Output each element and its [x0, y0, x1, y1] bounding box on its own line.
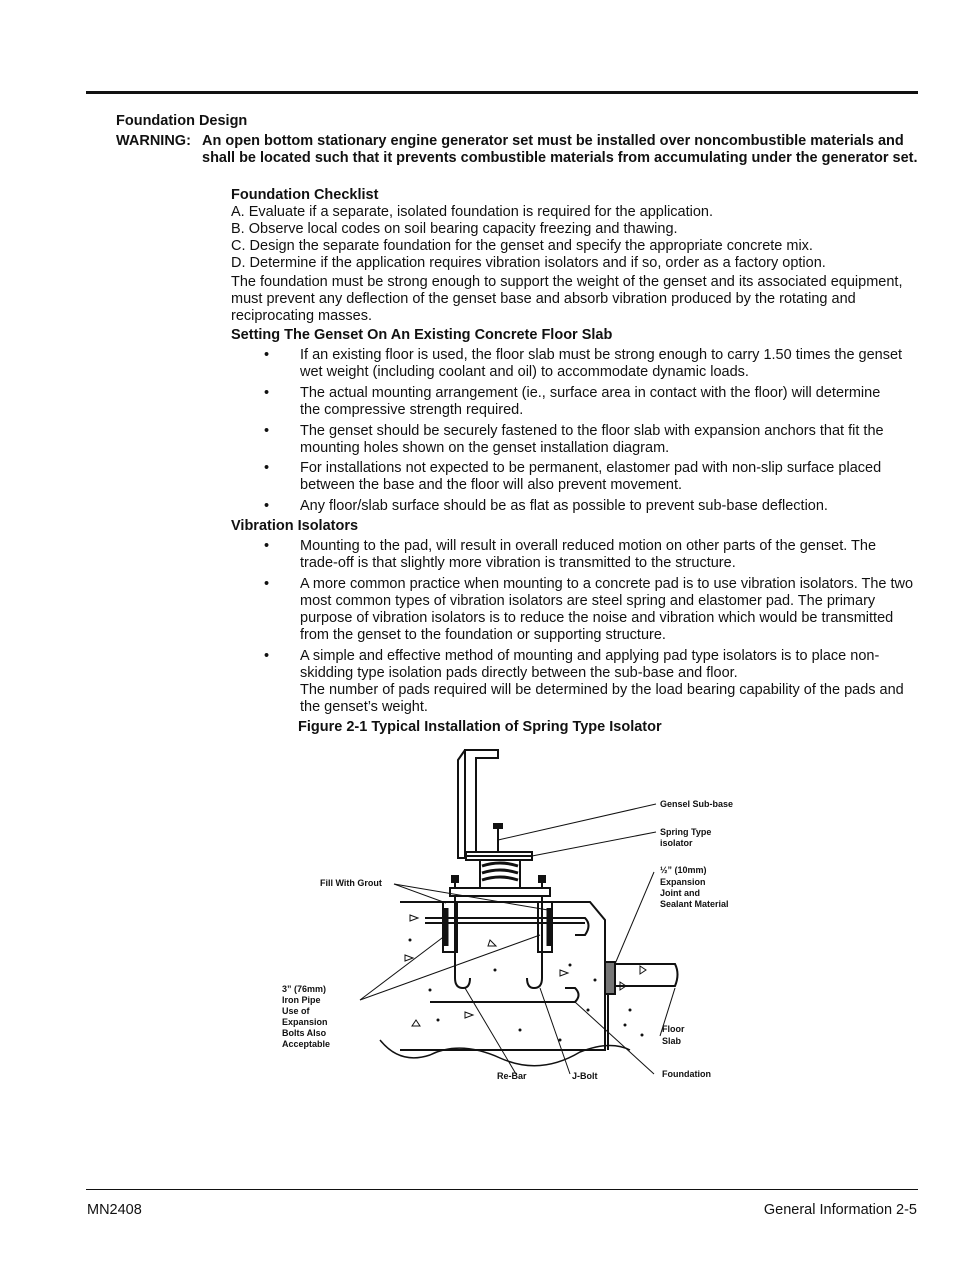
- footer-rule: [86, 1189, 918, 1190]
- label-expansion-size: ½” (10mm): [660, 865, 707, 875]
- footer-page-label: General Information 2-5: [763, 1202, 917, 1218]
- setting-bullet: If an existing floor is used, the floor slab must be strong enough to carry 1.50 times the genset wet weight (including coolant and oil) to accommodate dynamic loads.: [300, 347, 903, 380]
- ground-line: [380, 1040, 630, 1066]
- setting-bullet: For installations not expected to be permanent, elastomer pad with non-slip surface placed between the base and the floor will also prevent movement.: [300, 460, 882, 493]
- section-title: Foundation Design: [116, 113, 248, 129]
- label-sealant: Sealant Material: [660, 899, 729, 909]
- vibration-title: Vibration Isolators: [231, 518, 359, 534]
- vibration-bullet: A simple and effective method of mounting and applying pad type isolators is to place non-skidding type isolation pads directly between the sub-base and floor.: [300, 648, 880, 681]
- checklist-paragraph: The foundation must be strong enough to support the weight of the genset and its associated equipment, must prevent any deflection of the genset base and absorb vibration produced by the rotating and reciprocating masses.: [231, 274, 903, 324]
- setting-bullet: Any floor/slab surface should be as flat as possible to prevent sub-base deflection.: [300, 498, 828, 514]
- vibration-bullet: A more common practice when mounting to a concrete pad is to use vibration isolators. The two most common types of vibration isolators are steel spring and elastomer pad. The primary purpose of vibration isolators is to reduce the noise and vibration which would be transmitted from the genset to the foundation or supporting structure.: [300, 576, 914, 643]
- bullet-glyph: •: [264, 648, 270, 664]
- label-pipe-size: 3” (76mm): [282, 984, 327, 994]
- sub-base-channel: [458, 750, 498, 858]
- label-expansion-bolts: Expansion: [282, 1017, 328, 1027]
- bullet-glyph: •: [264, 460, 270, 476]
- footer-doc-number: MN2408: [87, 1202, 142, 1218]
- label-bolts-also: Bolts Also: [282, 1028, 327, 1038]
- setting-title: Setting The Genset On An Existing Concrete Floor Slab: [231, 327, 613, 343]
- label-rebar: Re-Bar: [497, 1071, 527, 1081]
- vibration-bullet-continued: The number of pads required will be determined by the load bearing capability of the pads and the genset’s weight.: [300, 682, 904, 715]
- bullet-glyph: •: [264, 498, 270, 514]
- checklist-item: D. Determine if the application requires vibration isolators and if so, order as a factory option.: [231, 255, 826, 271]
- iron-pipes: [443, 896, 552, 988]
- label-acceptable: Acceptable: [282, 1039, 331, 1049]
- label-grout: Fill With Grout: [320, 878, 382, 888]
- foundation-block: [400, 902, 608, 1050]
- bullet-glyph: •: [264, 538, 270, 554]
- bullet-glyph: •: [264, 576, 270, 592]
- label-joint-and: Joint and: [660, 888, 700, 898]
- label-isolator: isolator: [660, 838, 693, 848]
- isolator-diagram: [270, 740, 760, 1085]
- label-spring: Spring Type: [660, 827, 712, 837]
- label-iron-pipe: Iron Pipe: [282, 995, 321, 1005]
- checklist-title: Foundation Checklist: [231, 187, 379, 203]
- label-foundation: Foundation: [662, 1069, 711, 1079]
- checklist-item: C. Design the separate foundation for the genset and specify the appropriate concrete mix.: [231, 238, 813, 254]
- warning-label: WARNING:: [116, 133, 191, 149]
- label-expansion: Expansion: [660, 877, 706, 887]
- setting-bullet: The actual mounting arrangement (ie., surface area in contact with the floor) will determine the compressive strength required.: [300, 385, 881, 418]
- vibration-bullet: Mounting to the pad, will result in overall reduced motion on other parts of the genset. The trade-off is that slightly more vibration is transmitted to the structure.: [300, 538, 877, 571]
- label-jbolt: J-Bolt: [572, 1071, 598, 1081]
- setting-bullet: The genset should be securely fastened to the floor slab with expansion anchors that fit the mounting holes shown on the genset installation diagram.: [300, 423, 884, 456]
- rebar: [425, 918, 589, 1002]
- bullet-glyph: •: [264, 385, 270, 401]
- label-floor: Floor: [662, 1024, 685, 1034]
- label-sub-base: Gensel Sub-base: [660, 799, 734, 809]
- leader-lines: [360, 804, 675, 1074]
- label-slab: Slab: [662, 1036, 682, 1046]
- figure-caption: Figure 2-1 Typical Installation of Spring Type Isolator: [298, 719, 662, 735]
- checklist-item: B. Observe local codes on soil bearing capacity freezing and thawing.: [231, 221, 678, 237]
- checklist-item: A. Evaluate if a separate, isolated foundation is required for the application.: [231, 204, 714, 220]
- bullet-glyph: •: [264, 423, 270, 439]
- warning-text: An open bottom stationary engine generator set must be installed over noncombustible materials and shall be located such that it prevents combustible materials from accumulating under the generator set.: [202, 133, 918, 166]
- label-use-of: Use of: [282, 1006, 310, 1016]
- header-rule: [86, 91, 918, 94]
- bullet-glyph: •: [264, 347, 270, 363]
